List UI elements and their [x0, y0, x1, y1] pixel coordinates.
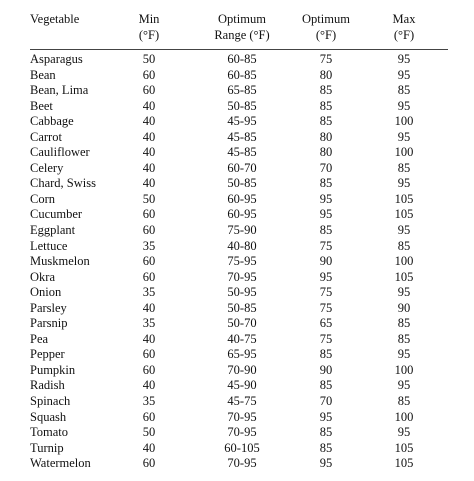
min-cell: 40 — [142, 331, 156, 346]
table-row — [30, 207, 448, 223]
optimum-range-cell: 70-90 — [227, 362, 257, 377]
optimum-range-cell: 50-85 — [227, 98, 257, 113]
optimum-range-cell: 40-80 — [227, 238, 257, 253]
optimum-cell: 95 — [319, 191, 333, 206]
min-cell: 40 — [142, 160, 156, 175]
vegetable-cell: Turnip — [30, 440, 64, 455]
table-row — [30, 68, 448, 84]
max-cell: 100 — [394, 409, 414, 424]
header-min: Min (°F) — [138, 12, 160, 42]
optimum-range-cell: 70-95 — [227, 269, 257, 284]
optimum-cell: 95 — [319, 269, 333, 284]
optimum-cell: 95 — [319, 456, 333, 471]
header-divider — [30, 49, 448, 50]
header-optimum-range: Optimum Range (°F) — [214, 12, 270, 42]
max-cell: 95 — [397, 176, 411, 191]
table-row — [30, 425, 448, 441]
max-cell: 85 — [397, 331, 411, 346]
table-row — [30, 332, 448, 348]
vegetable-cell: Carrot — [30, 129, 62, 144]
optimum-range-cell: 75-90 — [227, 223, 257, 238]
max-cell: 105 — [394, 191, 414, 206]
min-cell: 60 — [142, 83, 156, 98]
optimum-range-cell: 60-95 — [227, 207, 257, 222]
min-cell: 35 — [142, 285, 156, 300]
optimum-cell: 95 — [319, 207, 333, 222]
optimum-range-cell: 70-95 — [227, 425, 257, 440]
vegetable-cell: Beet — [30, 98, 53, 113]
optimum-range-cell: 45-85 — [227, 145, 257, 160]
min-cell: 60 — [142, 362, 156, 377]
vegetable-cell: Radish — [30, 378, 65, 393]
optimum-range-cell: 60-85 — [227, 67, 257, 82]
germination-temperature-table — [30, 12, 448, 471]
max-cell: 100 — [394, 114, 414, 129]
max-cell: 85 — [397, 238, 411, 253]
table-body — [30, 52, 448, 472]
optimum-cell: 75 — [319, 285, 333, 300]
optimum-cell: 85 — [319, 347, 333, 362]
optimum-range-cell: 50-95 — [227, 285, 257, 300]
min-cell: 40 — [142, 145, 156, 160]
vegetable-cell: Cucumber — [30, 207, 83, 222]
min-cell: 35 — [142, 238, 156, 253]
optimum-range-cell: 60-70 — [227, 160, 257, 175]
optimum-cell: 65 — [319, 316, 333, 331]
table-row — [30, 270, 448, 286]
optimum-range-cell: 45-90 — [227, 378, 257, 393]
min-cell: 40 — [142, 98, 156, 113]
min-cell: 60 — [142, 456, 156, 471]
max-cell: 85 — [397, 316, 411, 331]
optimum-range-cell: 65-95 — [227, 347, 257, 362]
vegetable-cell: Eggplant — [30, 223, 76, 238]
optimum-cell: 80 — [319, 145, 333, 160]
max-cell: 95 — [397, 347, 411, 362]
max-cell: 85 — [397, 160, 411, 175]
max-cell: 105 — [394, 269, 414, 284]
max-cell: 95 — [397, 378, 411, 393]
optimum-cell: 85 — [319, 98, 333, 113]
max-cell: 95 — [397, 425, 411, 440]
optimum-cell: 90 — [319, 362, 333, 377]
optimum-range-cell: 60-105 — [224, 440, 260, 455]
vegetable-cell: Onion — [30, 285, 62, 300]
max-cell: 95 — [397, 52, 411, 66]
table-row — [30, 301, 448, 317]
optimum-cell: 95 — [319, 409, 333, 424]
table-row — [30, 410, 448, 426]
vegetable-cell: Corn — [30, 191, 55, 206]
min-cell: 60 — [142, 269, 156, 284]
table-header — [30, 12, 448, 45]
optimum-range-cell: 65-85 — [227, 83, 257, 98]
min-cell: 40 — [142, 378, 156, 393]
optimum-range-cell: 50-70 — [227, 316, 257, 331]
vegetable-cell: Parsnip — [30, 316, 68, 331]
table-row — [30, 99, 448, 115]
optimum-cell: 70 — [319, 394, 333, 409]
vegetable-cell: Tomato — [30, 425, 69, 440]
min-cell: 60 — [142, 207, 156, 222]
table-row — [30, 285, 448, 301]
table-row — [30, 52, 448, 68]
min-cell: 60 — [142, 67, 156, 82]
table-row — [30, 223, 448, 239]
header-max: Max (°F) — [392, 12, 416, 42]
vegetable-cell: Lettuce — [30, 238, 68, 253]
max-cell: 95 — [397, 67, 411, 82]
optimum-cell: 85 — [319, 114, 333, 129]
min-cell: 60 — [142, 223, 156, 238]
vegetable-cell: Cauliflower — [30, 145, 90, 160]
min-cell: 40 — [142, 176, 156, 191]
table-row — [30, 145, 448, 161]
table-row — [30, 161, 448, 177]
max-cell: 105 — [394, 207, 414, 222]
vegetable-cell: Pumpkin — [30, 362, 76, 377]
max-cell: 100 — [394, 145, 414, 160]
optimum-range-cell: 70-95 — [227, 456, 257, 471]
max-cell: 95 — [397, 223, 411, 238]
min-cell: 40 — [142, 114, 156, 129]
min-cell: 60 — [142, 254, 156, 269]
optimum-cell: 75 — [319, 300, 333, 315]
table-row — [30, 254, 448, 270]
vegetable-cell: Celery — [30, 160, 64, 175]
max-cell: 95 — [397, 285, 411, 300]
vegetable-cell: Squash — [30, 409, 67, 424]
table-row — [30, 239, 448, 255]
table-row — [30, 347, 448, 363]
table-row — [30, 83, 448, 99]
optimum-range-cell: 75-95 — [227, 254, 257, 269]
vegetable-cell: Pepper — [30, 347, 65, 362]
table-row — [30, 441, 448, 457]
table-row — [30, 378, 448, 394]
optimum-range-cell: 60-85 — [227, 52, 257, 66]
table-row — [30, 192, 448, 208]
min-cell: 50 — [142, 191, 156, 206]
min-cell: 60 — [142, 409, 156, 424]
min-cell: 60 — [142, 347, 156, 362]
optimum-cell: 85 — [319, 440, 333, 455]
max-cell: 100 — [394, 362, 414, 377]
optimum-range-cell: 50-85 — [227, 300, 257, 315]
vegetable-cell: Bean — [30, 67, 56, 82]
table-row — [30, 316, 448, 332]
min-cell: 35 — [142, 316, 156, 331]
optimum-cell: 75 — [319, 331, 333, 346]
optimum-cell: 85 — [319, 83, 333, 98]
table-row — [30, 363, 448, 379]
vegetable-cell: Muskmelon — [30, 254, 90, 269]
vegetable-cell: Chard, Swiss — [30, 176, 96, 191]
vegetable-cell: Parsley — [30, 300, 67, 315]
vegetable-cell: Okra — [30, 269, 55, 284]
optimum-range-cell: 45-95 — [227, 114, 257, 129]
min-cell: 50 — [142, 425, 156, 440]
max-cell: 95 — [397, 129, 411, 144]
min-cell: 40 — [142, 440, 156, 455]
optimum-range-cell: 60-95 — [227, 191, 257, 206]
optimum-range-cell: 45-75 — [227, 394, 257, 409]
max-cell: 105 — [394, 440, 414, 455]
vegetable-cell: Watermelon — [30, 456, 91, 471]
optimum-range-cell: 70-95 — [227, 409, 257, 424]
optimum-cell: 70 — [319, 160, 333, 175]
table-row — [30, 456, 448, 472]
vegetable-cell: Bean, Lima — [30, 83, 89, 98]
max-cell: 100 — [394, 254, 414, 269]
header-vegetable: Vegetable — [30, 12, 80, 26]
optimum-range-cell: 50-85 — [227, 176, 257, 191]
optimum-cell: 75 — [319, 238, 333, 253]
min-cell: 50 — [142, 52, 156, 66]
min-cell: 40 — [142, 129, 156, 144]
optimum-cell: 90 — [319, 254, 333, 269]
table-row — [30, 394, 448, 410]
optimum-cell: 85 — [319, 378, 333, 393]
table-row — [30, 130, 448, 146]
min-cell: 40 — [142, 300, 156, 315]
vegetable-cell: Pea — [30, 331, 49, 346]
table-row — [30, 114, 448, 130]
max-cell: 105 — [394, 456, 414, 471]
optimum-range-cell: 45-85 — [227, 129, 257, 144]
max-cell: 85 — [397, 83, 411, 98]
optimum-cell: 85 — [319, 223, 333, 238]
vegetable-cell: Asparagus — [30, 52, 83, 66]
optimum-cell: 85 — [319, 425, 333, 440]
max-cell: 95 — [397, 98, 411, 113]
vegetable-cell: Spinach — [30, 394, 71, 409]
max-cell: 90 — [397, 300, 411, 315]
vegetable-cell: Cabbage — [30, 114, 74, 129]
optimum-cell: 85 — [319, 176, 333, 191]
optimum-cell: 80 — [319, 129, 333, 144]
max-cell: 85 — [397, 394, 411, 409]
optimum-cell: 80 — [319, 67, 333, 82]
table-row — [30, 176, 448, 192]
header-optimum: Optimum (°F) — [302, 12, 350, 42]
optimum-range-cell: 40-75 — [227, 331, 257, 346]
optimum-cell: 75 — [319, 52, 333, 66]
min-cell: 35 — [142, 394, 156, 409]
